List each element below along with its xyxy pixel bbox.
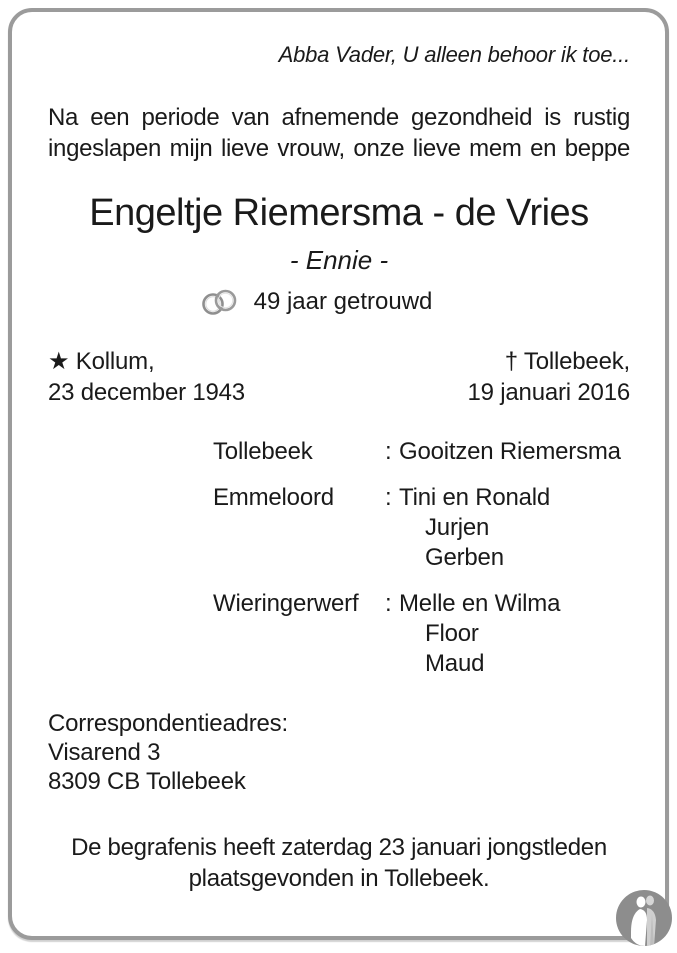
correspondence-city: 8309 CB Tollebeek — [48, 768, 246, 795]
funeral-line: plaatsgevonden in Tollebeek. — [188, 865, 490, 892]
family-row — [213, 437, 630, 467]
family-name-line: Gerben — [425, 544, 504, 571]
marriage-row — [24, 287, 606, 317]
correspondence-heading: Correspondentieadres: — [48, 710, 288, 737]
wedding-rings-icon — [198, 287, 242, 317]
marriage-duration: 49 jaar getrouwd — [253, 288, 433, 315]
family-place: Wieringerwerf — [213, 590, 359, 617]
family-names — [385, 589, 560, 679]
birth-place-line — [48, 346, 245, 377]
family-name-line: Maud — [425, 650, 485, 677]
family-name-line: Jurjen — [425, 514, 490, 541]
colon-separator: : — [385, 590, 392, 617]
obituary-card — [8, 8, 669, 940]
opening-quote: Abba Vader, U alleen behoor ik toe... — [278, 42, 630, 67]
death-place-line — [468, 346, 630, 377]
colon-separator: : — [385, 484, 392, 511]
colon-separator: : — [385, 438, 392, 465]
family-row — [213, 589, 630, 679]
funeral-line: De begrafenis heeft zaterdag 23 januari jongstleden — [71, 834, 607, 861]
family-name: Gooitzen Riemersma — [399, 438, 621, 465]
family-names — [385, 437, 621, 467]
deceased-name: Engeltje Riemersma - de Vries — [89, 192, 589, 234]
family-name-line — [385, 483, 550, 513]
life-dates — [48, 346, 630, 408]
family-name-line: Floor — [425, 620, 479, 647]
death-cross-icon: † — [504, 348, 518, 375]
death-place: Tollebeek, — [523, 348, 630, 375]
family-row — [213, 483, 630, 573]
announcement-line: ingeslapen mijn lieve vrouw, onze lieve mem en beppe — [48, 135, 630, 162]
death-date: 19 januari 2016 — [467, 379, 630, 406]
birth-date: 23 december 1943 — [48, 379, 245, 406]
correspondence-street: Visarend 3 — [48, 739, 161, 766]
death-info — [468, 346, 630, 408]
family-place: Emmeloord — [213, 484, 334, 511]
family-name: Melle en Wilma — [399, 590, 561, 617]
correspondence-address — [48, 709, 630, 796]
family-name-line — [385, 437, 621, 467]
funeral-notice — [48, 832, 630, 894]
memorial-logo-icon — [614, 888, 674, 948]
family-name: Tini en Ronald — [399, 484, 551, 511]
birth-info — [48, 346, 245, 408]
announcement-text — [48, 102, 630, 164]
announcement-line: Na een periode van afnemende gezondheid is rustig — [48, 104, 630, 131]
family-place: Tollebeek — [213, 438, 313, 465]
birth-star-icon: ★ — [48, 348, 70, 375]
family-name-line — [385, 589, 560, 619]
nickname: - Ennie - — [289, 245, 389, 275]
family-names — [385, 483, 550, 573]
birth-place: Kollum, — [75, 348, 155, 375]
family-list — [213, 437, 630, 679]
